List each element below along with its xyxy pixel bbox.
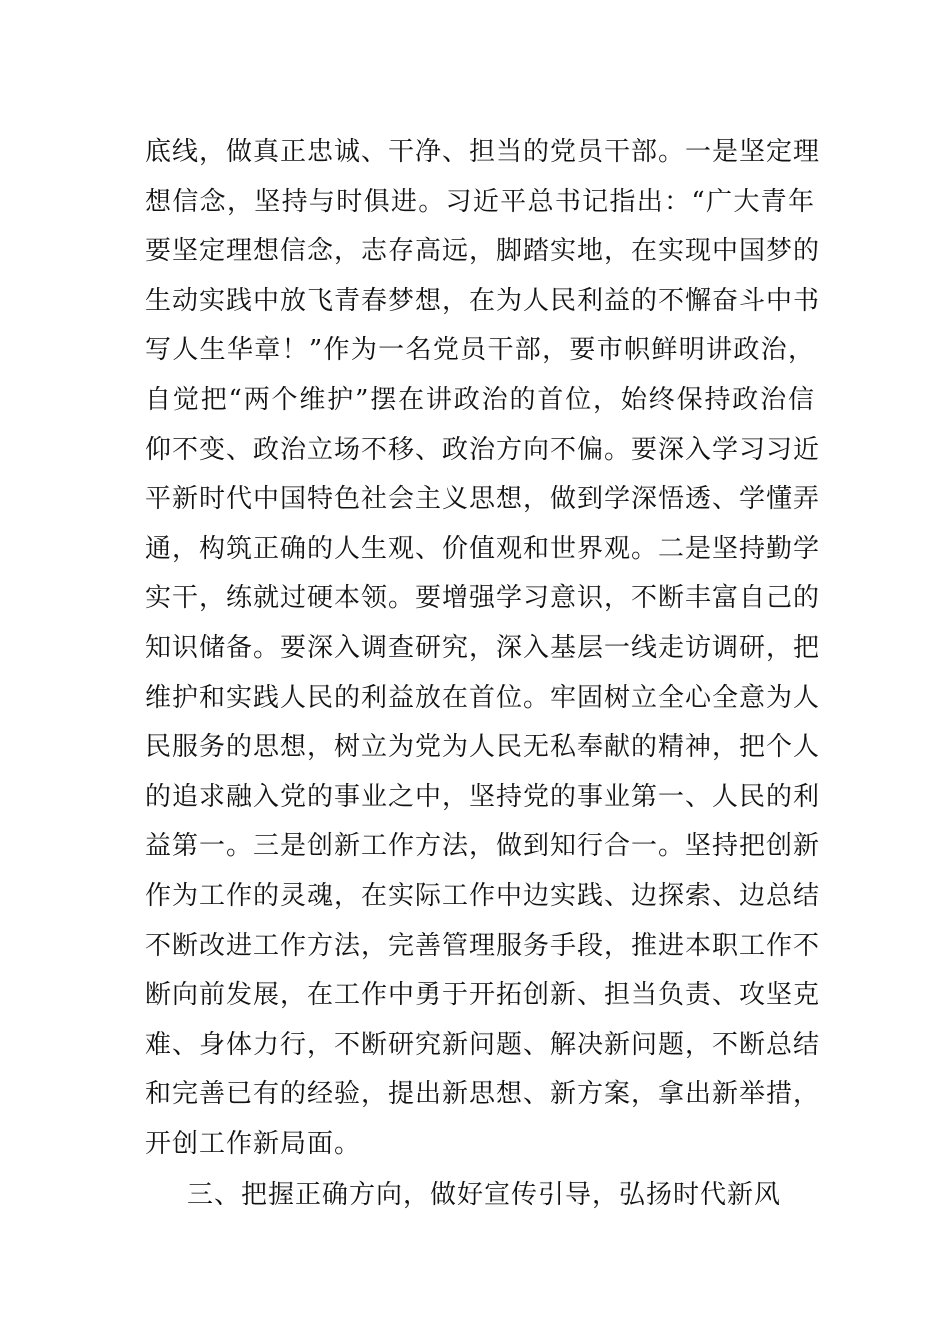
text-line-13: 民服务的思想，树立为党为人民无私奉献的精神，把个人 xyxy=(145,732,821,763)
text-line-14: 的追求融入党的事业之中，坚持党的事业第一、人民的利 xyxy=(145,781,821,812)
text-line-15: 益第一。三是创新工作方法，做到知行合一。坚持把创新 xyxy=(145,831,821,862)
text-line-20: 和完善已有的经验，提出新思想、新方案，拿出新举措， xyxy=(145,1079,821,1110)
text-line-19: 难、身体力行，不断研究新问题、解决新问题，不断总结 xyxy=(145,1029,821,1060)
section-heading: 三、把握正确方向，做好宣传引导，弘扬时代新风 xyxy=(187,1180,782,1211)
text-line-5: 写人生华章！”作为一名党员干部，要市帜鲜明讲政治， xyxy=(145,335,815,366)
text-line-17: 不断改进工作方法，完善管理服务手段，推进本职工作不 xyxy=(145,930,821,961)
text-line-1: 底线，做真正忠诚、干净、担当的党员干部。一是坚定理 xyxy=(145,137,821,167)
text-line-12: 维护和实践人民的利益放在首位。牢固树立全心全意为人 xyxy=(145,682,821,713)
text-line-6: 自觉把“两个维护”摆在讲政治的首位，始终保持政治信 xyxy=(145,384,815,415)
text-line-11: 知识储备。要深入调查研究，深入基层一线走访调研，把 xyxy=(145,632,821,663)
text-line-9: 通，构筑正确的人生观、价值观和世界观。二是坚持勤学 xyxy=(145,533,821,564)
text-line-16: 作为工作的灵魂，在实际工作中边实践、边探索、边总结 xyxy=(145,880,821,911)
text-line-4: 生动实践中放飞青春梦想，在为人民利益的不懈奋斗中书 xyxy=(145,285,821,316)
text-line-2: 想信念，坚持与时俱进。习近平总书记指出：“广大青年 xyxy=(145,186,815,217)
text-line-21: 开创工作新局面。 xyxy=(145,1128,362,1159)
text-line-3: 要坚定理想信念，志存高远，脚踏实地，在实现中国梦的 xyxy=(145,236,821,267)
text-line-7: 仰不变、政治立场不移、政治方向不偏。要深入学习习近 xyxy=(145,434,821,465)
text-line-10: 实干，练就过硬本领。要增强学习意识，不断丰富自己的 xyxy=(145,583,821,614)
text-line-8: 平新时代中国特色社会主义思想，做到学深悟透、学懂弄 xyxy=(145,484,821,515)
text-line-18: 断向前发展，在工作中勇于开拓创新、担当负责、攻坚克 xyxy=(145,980,821,1011)
body-text xyxy=(145,128,821,1221)
